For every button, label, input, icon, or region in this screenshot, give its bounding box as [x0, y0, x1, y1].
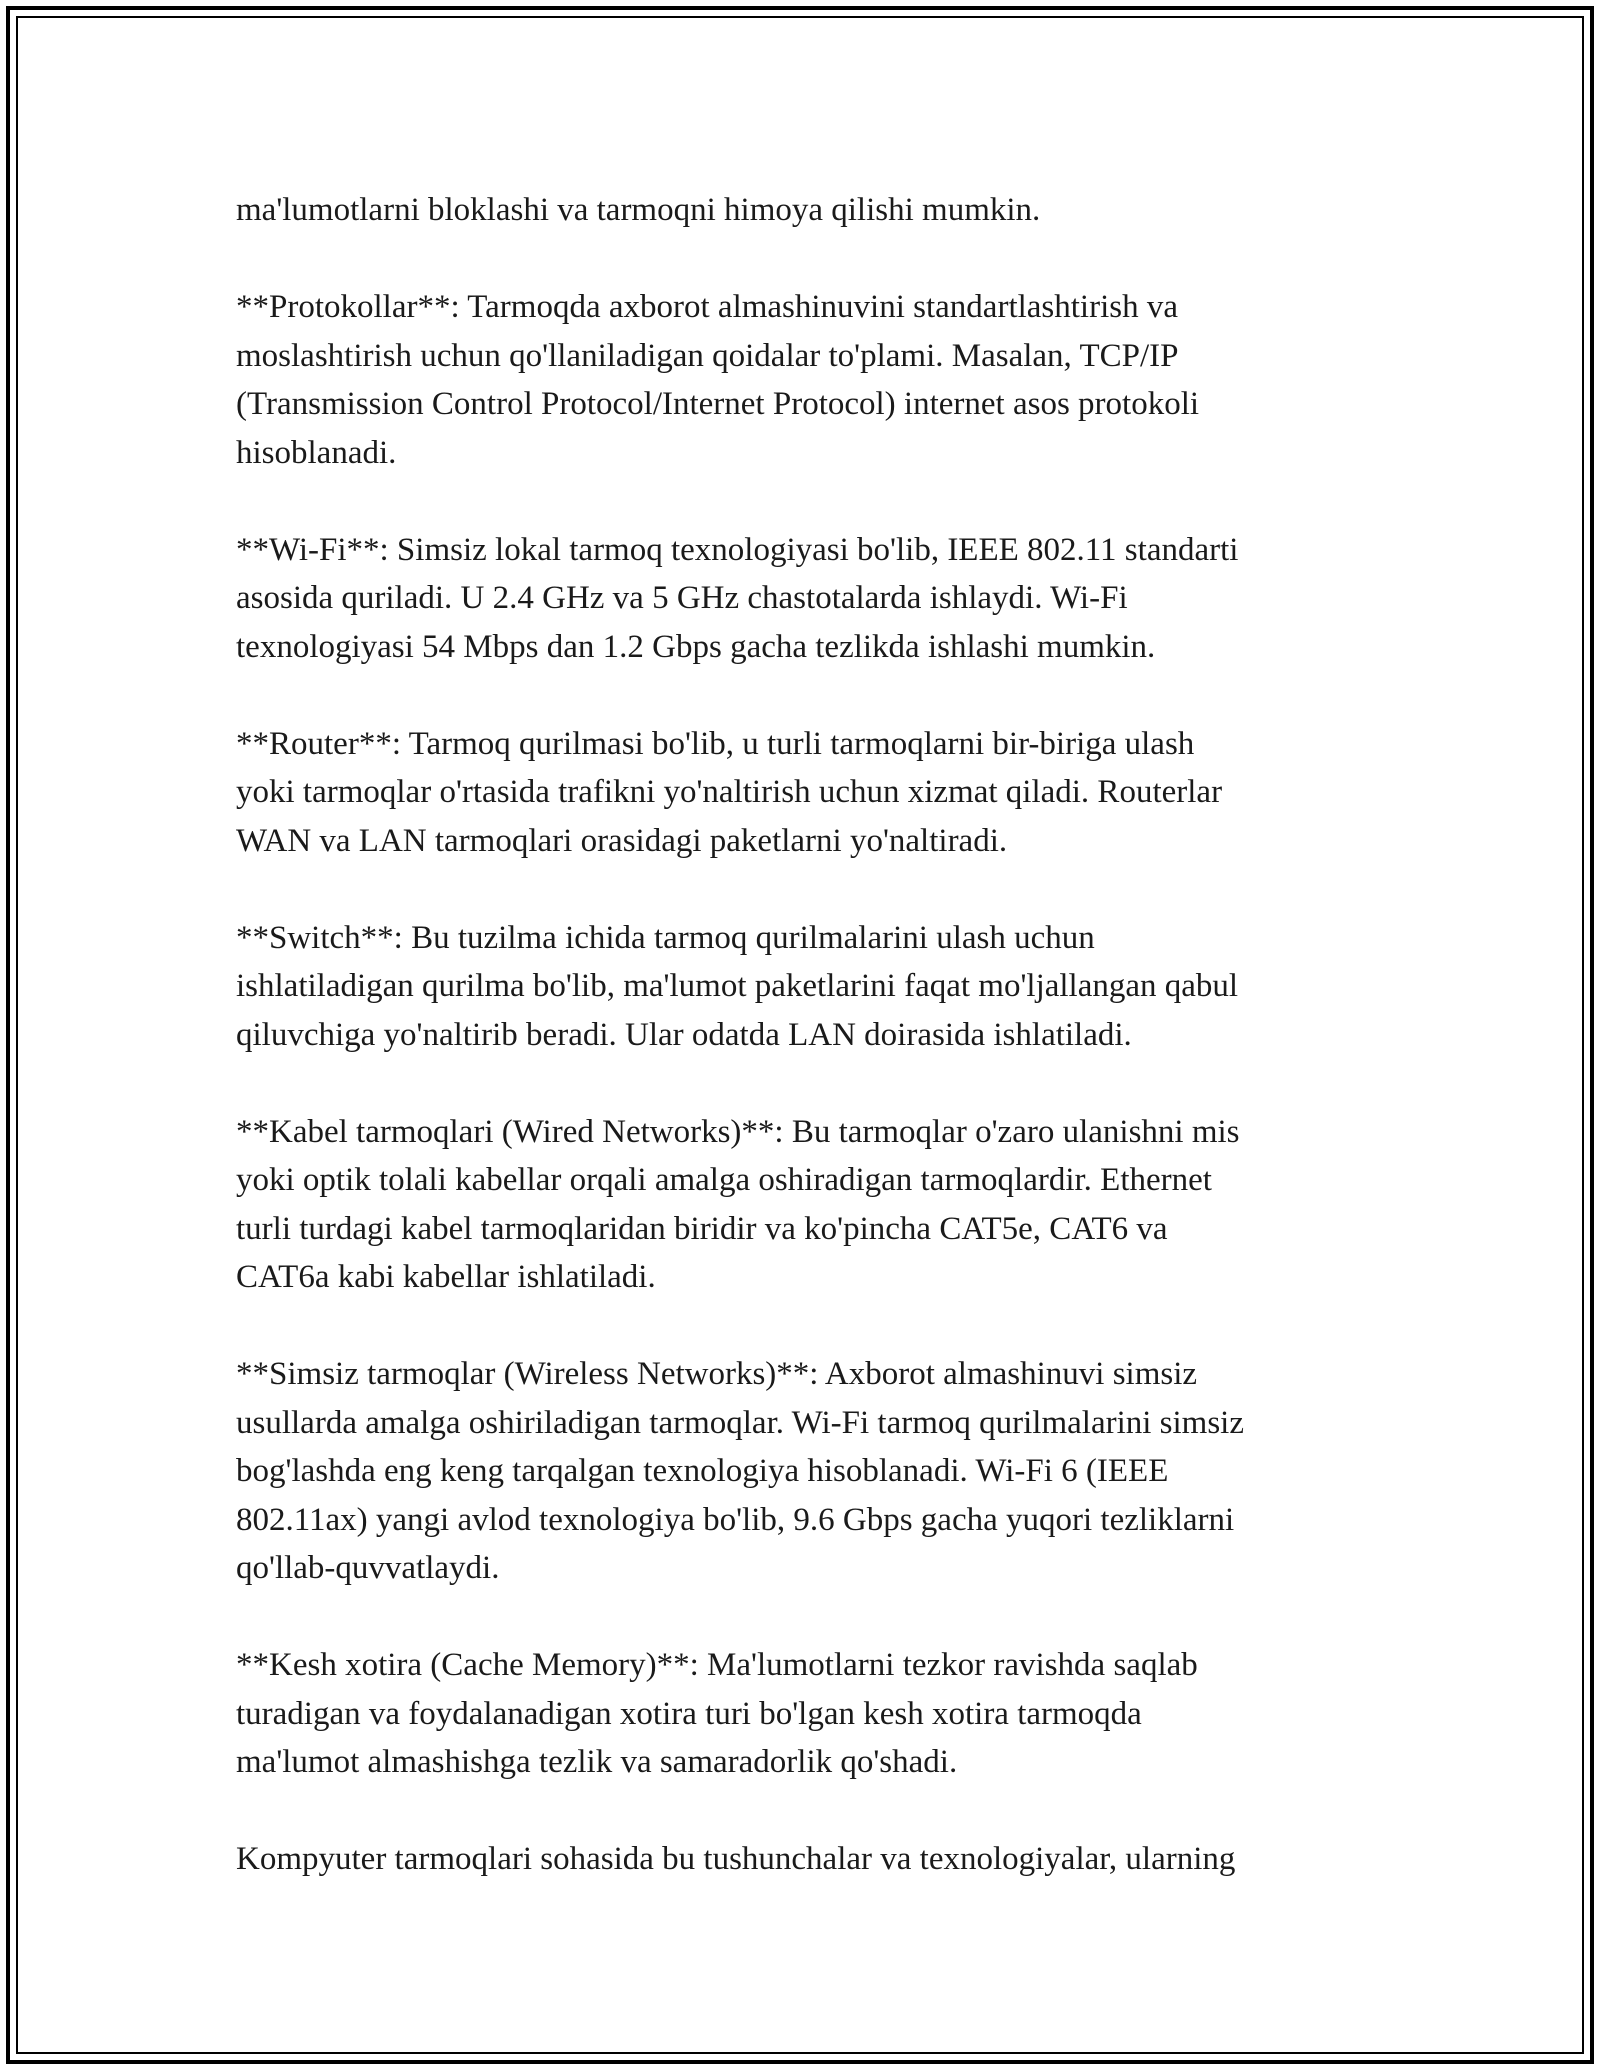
text-line: texnologiyasi 54 Mbps dan 1.2 Gbps gacha tezlikda ishlashi mumkin.: [236, 628, 1156, 665]
paragraph-protokollar: [236, 283, 1376, 477]
text-line: **Router**: Tarmoq qurilmasi bo'lib, u turli tarmoqlarni bir-biriga ulash: [236, 725, 1195, 762]
text-line: (Transmission Control Protocol/Internet Protocol) internet asos protokoli: [236, 386, 1200, 422]
text-line: bog'lashda eng keng tarqalgan texnologiya hisoblanadi. Wi-Fi 6 (IEEE: [236, 1453, 1169, 1489]
text-line: yoki tarmoqlar o'rtasida trafikni yo'naltirish uchun xizmat qiladi. Routerlar: [236, 774, 1223, 810]
paragraph-gap: [236, 477, 1376, 526]
text-line: **Wi-Fi**: Simsiz lokal tarmoq texnologiyasi bo'lib, IEEE 802.11 standarti: [236, 531, 1239, 568]
text-line: qo'llab-quvvatlaydi.: [236, 1550, 500, 1586]
text-line: Kompyuter tarmoqlari sohasida bu tushunchalar va texnologiyalar, ularning: [236, 1841, 1236, 1877]
text-line: qiluvchiga yo'naltirib beradi. Ular odatda LAN doirasida ishlatiladi.: [236, 1016, 1132, 1053]
paragraph-gap: [236, 671, 1376, 720]
text-line: ishlatiladigan qurilma bo'lib, ma'lumot paketlarini faqat mo'ljallangan qabul: [236, 968, 1239, 1004]
text-line: WAN va LAN tarmoqlari orasidagi paketlarni yo'naltiradi.: [236, 822, 1008, 859]
paragraph-wired-networks: [236, 1108, 1376, 1302]
text-line: **Protokollar**: Tarmoqda axborot almashinuvini standartlashtirish va: [236, 289, 1178, 325]
text-line: 802.11ax) yangi avlod texnologiya bo'lib, 9.6 Gbps gacha yuqori tezliklarni: [236, 1501, 1235, 1538]
text-line: **Kesh xotira (Cache Memory)**: Ma'lumotlarni tezkor ravishda saqlab: [236, 1647, 1198, 1683]
text-line: moslashtirish uchun qo'llaniladigan qoidalar to'plami. Masalan, TCP/IP: [236, 337, 1179, 374]
text-line: **Kabel tarmoqlari (Wired Networks)**: Bu tarmoqlar o'zaro ulanishni mis: [236, 1113, 1240, 1150]
paragraph-wireless-networks: [236, 1350, 1376, 1593]
text-line: yoki optik tolali kabellar orqali amalga oshiradigan tarmoqlardir. Ethernet: [236, 1162, 1212, 1198]
text-line: asosida quriladi. U 2.4 GHz va 5 GHz chastotalarda ishlaydi. Wi-Fi: [236, 580, 1128, 616]
paragraph-gap: [236, 865, 1376, 914]
text-line: **Simsiz tarmoqlar (Wireless Networks)**: Axborot almashinuvi simsiz: [236, 1356, 1198, 1392]
text-line: usullarda amalga oshiriladigan tarmoqlar. Wi-Fi tarmoq qurilmalarini simsiz: [236, 1404, 1244, 1441]
paragraph-switch: [236, 914, 1376, 1060]
paragraph-gap: [236, 1302, 1376, 1351]
text-line: hisoblanadi.: [236, 434, 397, 471]
text-line: turli turdagi kabel tarmoqlaridan biridir va ko'pincha CAT5e, CAT6 va: [236, 1210, 1168, 1247]
text-line: **Switch**: Bu tuzilma ichida tarmoq qurilmalarini ulash uchun: [236, 919, 1095, 956]
paragraph-cache-memory: [236, 1641, 1376, 1787]
paragraph-wifi: [236, 526, 1376, 672]
text-line: CAT6a kabi kabellar ishlatiladi.: [236, 1259, 656, 1295]
paragraph-gap: [236, 1059, 1376, 1108]
paragraph-conclusion: [236, 1835, 1376, 1884]
paragraph-router: [236, 720, 1376, 866]
text-line: ma'lumot almashishga tezlik va samaradorlik qo'shadi.: [236, 1744, 958, 1780]
paragraph-gap: [236, 1787, 1376, 1836]
paragraph-continuation: [236, 186, 1376, 235]
paragraph-gap: [236, 235, 1376, 284]
document-body: [236, 186, 1376, 1884]
text-line: ma'lumotlarni bloklashi va tarmoqni himoya qilishi mumkin.: [236, 192, 1041, 228]
text-line: turadigan va foydalanadigan xotira turi bo'lgan kesh xotira tarmoqda: [236, 1695, 1142, 1732]
paragraph-gap: [236, 1593, 1376, 1642]
